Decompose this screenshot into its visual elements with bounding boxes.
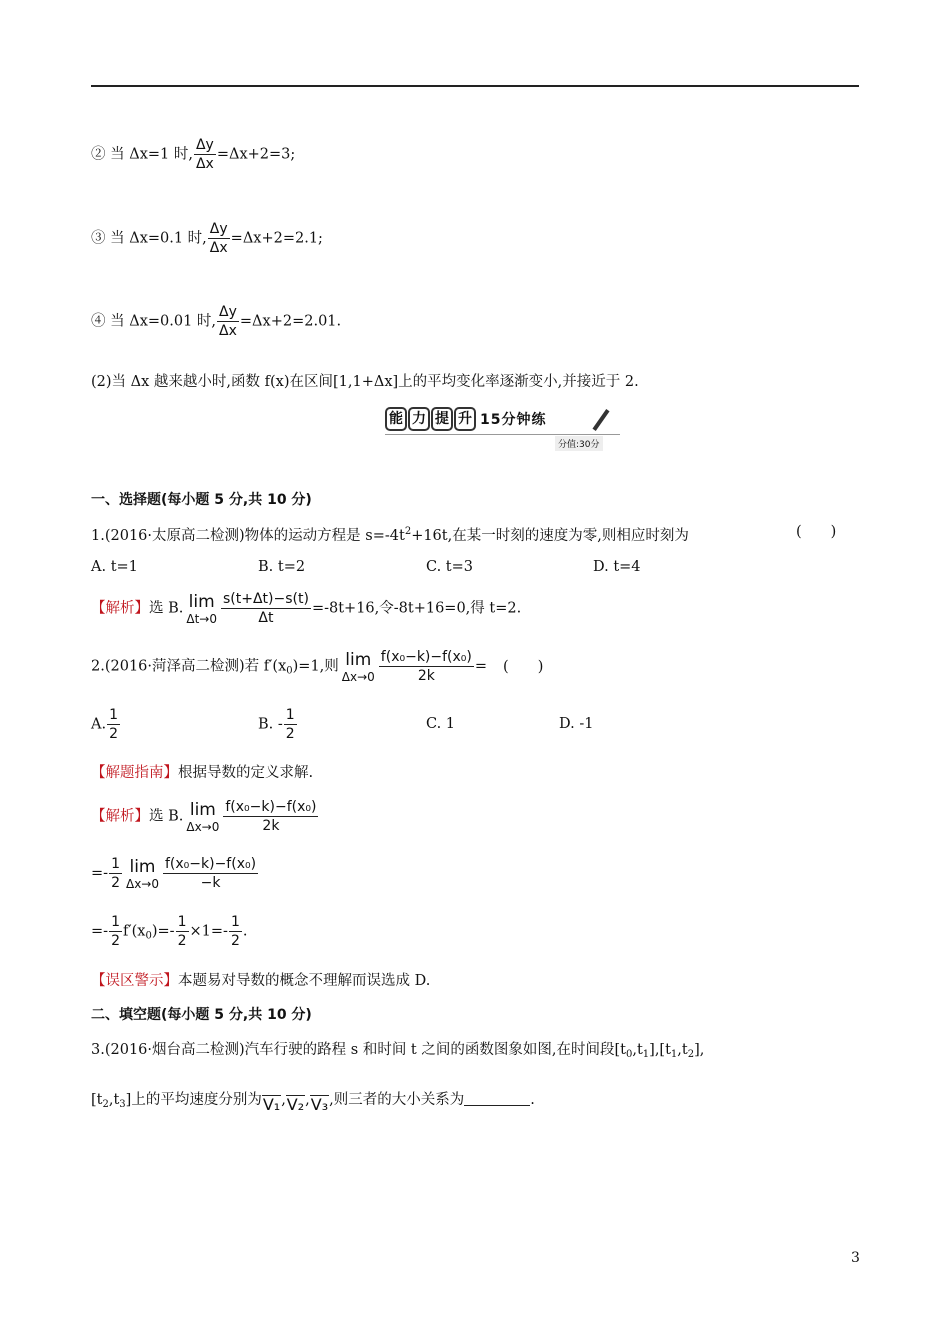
- question-3-line2: $[t_2,t_3]$上的平均速度分别为V₁,V₂,V₃,则三者的大小关系为 .: [91, 1092, 535, 1114]
- q2-step3: =- $\frac{1}{2}$ $f'(x_0)=-$ $\frac{1}{2}$ ×1=- $\frac{1}{2}$ .: [91, 914, 248, 949]
- score-label: 分值:30分: [555, 436, 603, 451]
- q2-option-b: B. - $\frac{1}{2}$: [258, 707, 295, 742]
- q2-step2: =- $\frac{1}{2}$ lim Δx→0 $\frac{\text{f(x₀−k)−f(x₀)}}{-k}$: [91, 856, 257, 891]
- header-rule: [91, 85, 859, 87]
- section-heading-1: 一、选择题(每小题 5 分,共 10 分): [91, 492, 312, 508]
- option-d: D. t=4: [593, 559, 641, 575]
- fraction: $\frac{s(t+\Delta t)-s(t)}{\Delta t}$: [222, 591, 309, 626]
- limit: lim Δt→0: [186, 591, 217, 626]
- fraction: $\frac{\Delta y}{\Delta x}$: [219, 304, 237, 339]
- v1-symbol: V₁: [262, 1095, 281, 1114]
- q2-warning: 【误区警示】本题易对导数的概念不理解而误选成 D.: [91, 973, 431, 989]
- v3-symbol: V₃: [310, 1095, 329, 1114]
- conclusion: (2)当 Δx 越来越小时,函数 f(x)在区间[1,1+Δx]上的平均变化率逐渐变小,并接近于 2.: [91, 374, 639, 390]
- question-1: 1.(2016·太原高二检测)物体的运动方程是 $s=-4t^2+16t$,在某一时刻的速度为零,则相应时刻为: [91, 526, 689, 544]
- option-b: B. t=2: [258, 559, 306, 575]
- section-banner: [385, 406, 620, 450]
- option-a: A. t=1: [91, 559, 138, 575]
- option-c: C. t=3: [426, 559, 473, 575]
- section-heading-2: 二、填空题(每小题 5 分,共 10 分): [91, 1007, 312, 1023]
- step-4: ④ 当 Δx=0.01 时, $\frac{\Delta y}{\Delta x}$ =Δx+2=2.01.: [91, 304, 342, 339]
- answer-paren: ( ): [796, 524, 837, 540]
- v2-symbol: V₂: [286, 1095, 305, 1114]
- q2-option-a: A. $\frac{1}{2}$: [91, 707, 119, 742]
- pen-stroke-icon: [592, 409, 609, 431]
- q2-option-c: C. 1: [426, 716, 456, 732]
- fraction: $\frac{\text{f(x₀−k)−f(x₀)}}{2k}$: [380, 649, 472, 684]
- question-3-line1: 3.(2016·烟台高二检测)汽车行驶的路程 s 和时间 t 之间的函数图象如图,在时间段$[t_0,t_1],[t_1,t_2]$,: [91, 1042, 705, 1060]
- q1-analysis: 【解析】选 B. lim Δt→0 $\frac{s(t+\Delta t)-s(t)}{\Delta t}$ =-8t+16,令-8t+16=0,得 t=2.: [91, 591, 522, 626]
- fraction: $\frac{\Delta y}{\Delta x}$: [209, 221, 228, 256]
- question-2: 2.(2016·菏泽高二检测)若 $f'(x_0)=1$,则 lim Δx→0 $\frac{\text{f(x₀−k)−f(x₀)}}{2k}$ = ( ): [91, 649, 544, 684]
- q2-guide: 【解题指南】根据导数的定义求解.: [91, 765, 314, 781]
- q2-analysis: 【解析】选 B. lim Δx→0 $\frac{\text{f(x₀−k)−f(x₀)}}{2k}$: [91, 799, 317, 834]
- step-3: ③ 当 Δx=0.1 时, $\frac{\Delta y}{\Delta x}$ =Δx+2=2.1;: [91, 221, 323, 256]
- fraction: $\frac{\Delta y}{\Delta x}$: [195, 137, 214, 172]
- page-number: 3: [851, 1250, 860, 1266]
- step-2: ② 当 Δx=1 时, $\frac{\Delta y}{\Delta x}$ =Δx+2=3;: [91, 137, 296, 172]
- analysis-tag: 【解析】: [91, 600, 149, 617]
- banner-title: 能 力 提 升 15分钟练: [385, 406, 546, 432]
- limit: lim Δx→0: [341, 649, 375, 684]
- q2-option-d: D. -1: [559, 716, 594, 732]
- answer-blank[interactable]: [464, 1091, 530, 1106]
